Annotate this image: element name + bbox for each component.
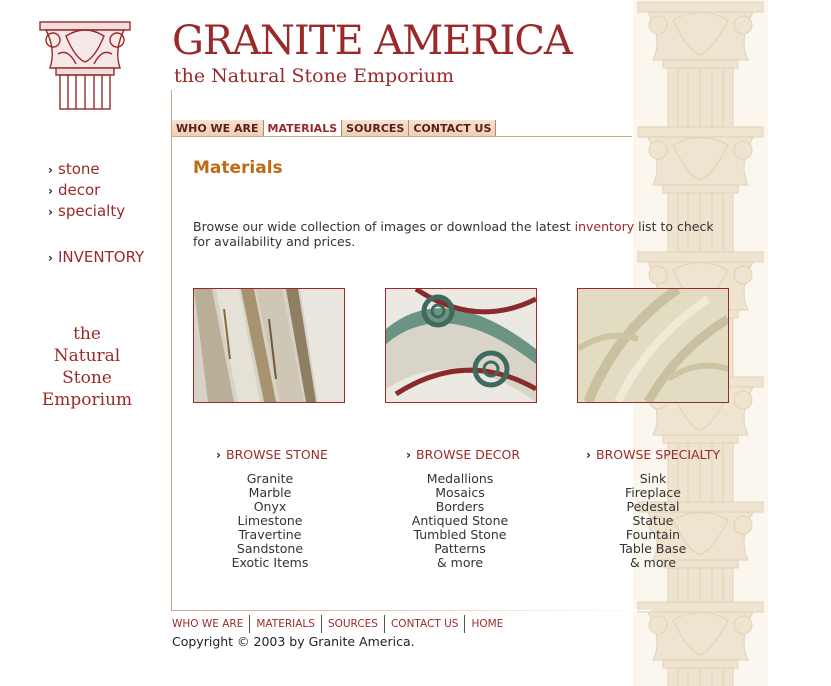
decor-list	[370, 472, 550, 570]
copyright-text: Copyright © 2003 by Granite America.	[172, 634, 415, 649]
list-item[interactable]: Tumbled Stone	[413, 527, 507, 542]
content-frame-left	[171, 90, 172, 610]
chevron-right-icon: ›	[48, 251, 53, 265]
sidebar-tagline	[40, 323, 134, 411]
tab-materials[interactable]: MATERIALS	[264, 120, 343, 137]
specialty-thumbnail[interactable]	[577, 288, 729, 403]
chevron-right-icon: ›	[406, 448, 411, 462]
intro-text-after: list to check for availability and prices.	[193, 219, 714, 249]
tagline-line: Natural	[53, 346, 121, 366]
chevron-right-icon: ›	[48, 205, 53, 219]
inventory-link[interactable]: inventory	[574, 219, 635, 234]
tab-divider	[172, 136, 632, 137]
sidebar-item-label: stone	[58, 160, 100, 178]
chevron-right-icon: ›	[586, 448, 591, 462]
main-nav-tabs	[172, 120, 496, 137]
tab-sources[interactable]: SOURCES	[342, 120, 409, 137]
list-item[interactable]: Sink	[639, 471, 667, 486]
browse-decor-link[interactable]	[406, 447, 520, 462]
list-item[interactable]: Patterns	[434, 541, 486, 556]
browse-stone-link[interactable]	[216, 447, 328, 462]
chevron-right-icon: ›	[48, 163, 53, 177]
mosaic-image	[386, 289, 536, 402]
page-title: Materials	[193, 158, 283, 178]
sidebar-item-label: specialty	[58, 202, 126, 220]
list-item[interactable]: Medallions	[426, 471, 494, 486]
browse-stone-label: BROWSE STONE	[226, 447, 328, 462]
chevron-right-icon: ›	[216, 448, 221, 462]
list-item[interactable]: Table Base	[619, 541, 687, 556]
list-item[interactable]: Granite	[246, 471, 294, 486]
list-item[interactable]: Travertine	[238, 527, 302, 542]
sidebar-item-label: INVENTORY	[58, 248, 145, 266]
sidebar-item-stone[interactable]	[48, 159, 100, 181]
tagline-line: Emporium	[41, 390, 133, 410]
footer-link-contact-us[interactable]: CONTACT US	[385, 615, 465, 633]
sidebar-item-decor[interactable]	[48, 180, 100, 202]
chevron-right-icon: ›	[48, 184, 53, 198]
footer-link-home[interactable]: HOME	[471, 618, 504, 630]
list-item[interactable]: Fireplace	[625, 485, 681, 500]
list-item[interactable]: & more	[629, 555, 677, 570]
list-item[interactable]: Marble	[248, 485, 292, 500]
specialty-list	[563, 472, 743, 570]
carved-stone-image	[578, 289, 728, 402]
intro-text-before: Browse our wide collection of images or download the latest	[193, 219, 575, 234]
browse-decor-label: BROWSE DECOR	[416, 447, 521, 462]
footer-nav	[172, 615, 509, 633]
list-item[interactable]: Exotic Items	[231, 555, 309, 570]
tagline-line: Stone	[62, 368, 112, 388]
sidebar-item-inventory[interactable]	[48, 247, 144, 269]
stone-image	[194, 289, 344, 402]
stone-list	[180, 472, 360, 570]
stone-thumbnail[interactable]	[193, 288, 345, 403]
tab-contact-us[interactable]: CONTACT US	[409, 120, 496, 137]
list-item[interactable]: Onyx	[253, 499, 287, 514]
footer-link-who-we-are[interactable]: WHO WE ARE	[172, 615, 250, 633]
browse-specialty-link[interactable]	[586, 447, 720, 462]
footer-link-materials[interactable]: MATERIALS	[250, 615, 322, 633]
list-item[interactable]: Limestone	[237, 513, 303, 528]
list-item[interactable]: & more	[436, 555, 484, 570]
column-capital-icon	[38, 20, 132, 112]
list-item[interactable]: Pedestal	[626, 499, 680, 514]
list-item[interactable]: Statue	[632, 513, 674, 528]
brand-subtitle: the Natural Stone Emporium	[174, 65, 455, 87]
intro-text	[193, 219, 733, 249]
list-item[interactable]: Borders	[435, 499, 485, 514]
tagline-line: the	[73, 324, 101, 344]
content-frame-bottom	[171, 610, 651, 611]
tab-who-we-are[interactable]: WHO WE ARE	[172, 120, 264, 137]
list-item[interactable]: Sandstone	[236, 541, 304, 556]
list-item[interactable]: Antiqued Stone	[411, 513, 509, 528]
browse-specialty-label: BROWSE SPECIALTY	[596, 447, 721, 462]
brand-title: GRANITE AMERICA	[172, 18, 572, 64]
footer-link-sources[interactable]: SOURCES	[322, 615, 385, 633]
sidebar-item-label: decor	[58, 181, 101, 199]
decor-thumbnail[interactable]	[385, 288, 537, 403]
list-item[interactable]: Mosaics	[435, 485, 485, 500]
sidebar-item-specialty[interactable]	[48, 201, 125, 223]
list-item[interactable]: Fountain	[625, 527, 681, 542]
